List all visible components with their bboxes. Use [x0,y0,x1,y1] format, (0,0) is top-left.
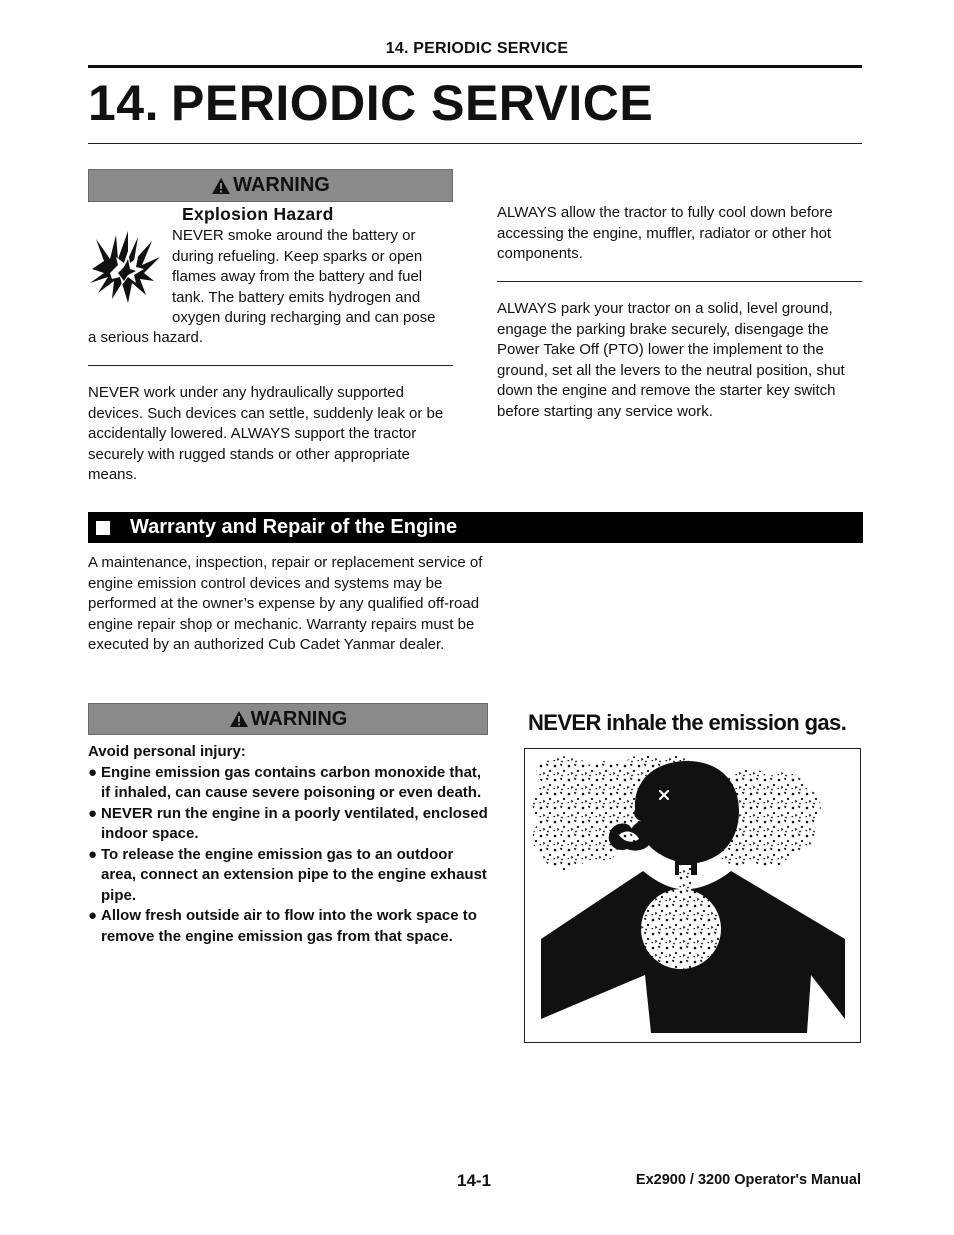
explosion-line: a serious hazard. [88,329,204,346]
park-text: ALWAYS park your tractor on a solid, level ground, engage the parking brake securely, disengage the Power Take Off (PTO) lower the implement to the ground, set all the levers to the neutral position, shut down the engine and remove the starter key switch before starting any service work. [497,300,845,420]
chapter-number: 14. [88,75,160,131]
list-item [88,763,488,804]
chapter-title [88,74,653,132]
header-rule [88,65,862,68]
warning-triangle-icon [229,710,249,728]
explosion-line: NEVER smoke around the battery or [172,227,416,244]
explosion-line: tank. The battery emits hydrogen and [172,288,421,306]
list-item-text: To release the engine emission gas to an outdoor area, connect an extension pipe to the engine exhaust pipe. [101,845,487,904]
explosion-line: oxygen during recharging and can pose [172,309,436,326]
bullet-icon: ● [88,845,98,863]
bullet-icon: ● [88,907,98,924]
warning-intro: Avoid personal injury: [88,743,246,760]
running-header: 14. PERIODIC SERVICE [385,40,569,57]
title-rule [88,143,862,144]
manual-title: Ex2900 / 3200 Operator's Manual [635,1172,861,1188]
divider [88,365,453,366]
explosion-line: during refueling. Keep sparks or open [172,247,423,265]
section-body: A maintenance, inspection, repair or replacement service of engine emission control devices and systems may be performed at the owner’s expense by any qualified off-road engine repair shop or mechanic. Warranty repairs must be executed by an authorized Cub Cadet Yanmar dealer. [88,554,483,653]
section-heading [88,512,863,543]
bullet-icon: ● [88,804,98,822]
list-item-text: Engine emission gas contains carbon monoxide that, if inhaled, can cause severe poisoning or even death. [101,763,482,801]
section-title: Warranty and Repair of the Engine [130,516,458,538]
list-item-text: Allow fresh outside air to flow into the work space to remove the engine emission gas from that space. [101,907,477,945]
figure-caption: NEVER inhale the emission gas. [528,710,847,735]
warning-bar-emission [88,703,488,735]
explosion-icon [88,229,164,307]
warning-triangle-icon [211,177,231,195]
emission-warning-list [88,742,488,947]
warning-bar-top [88,169,453,202]
bullet-icon: ● [88,763,98,781]
list-item-text: NEVER run the engine in a poorly ventilated, enclosed indoor space. [101,804,488,842]
figure-box [524,748,861,1043]
explosion-text-block [172,226,462,329]
hazard-title: Explosion Hazard [182,204,334,224]
explosion-line: flames away from the battery and fuel [172,268,423,285]
gas-inhalation-hazard-icon [525,749,860,1042]
square-bullet-icon [96,521,110,535]
chapter-title-text: PERIODIC SERVICE [171,75,654,131]
list-item [88,845,488,907]
warning-label: WARNING [250,707,348,730]
warning-label: WARNING [233,174,330,196]
page-number: 14-1 [457,1171,492,1190]
cool-down-text: ALWAYS allow the tractor to fully cool down before accessing the engine, muffler, radiator or other hot components. [497,204,833,262]
list-item [88,906,488,947]
list-item [88,804,488,845]
divider [497,281,862,282]
hydraulic-warning-text: NEVER work under any hydraulically supported devices. Such devices can settle, suddenly leak or be accidentally lowered. ALWAYS support the tractor securely with rugged stands or other appropriate means. [88,384,444,483]
